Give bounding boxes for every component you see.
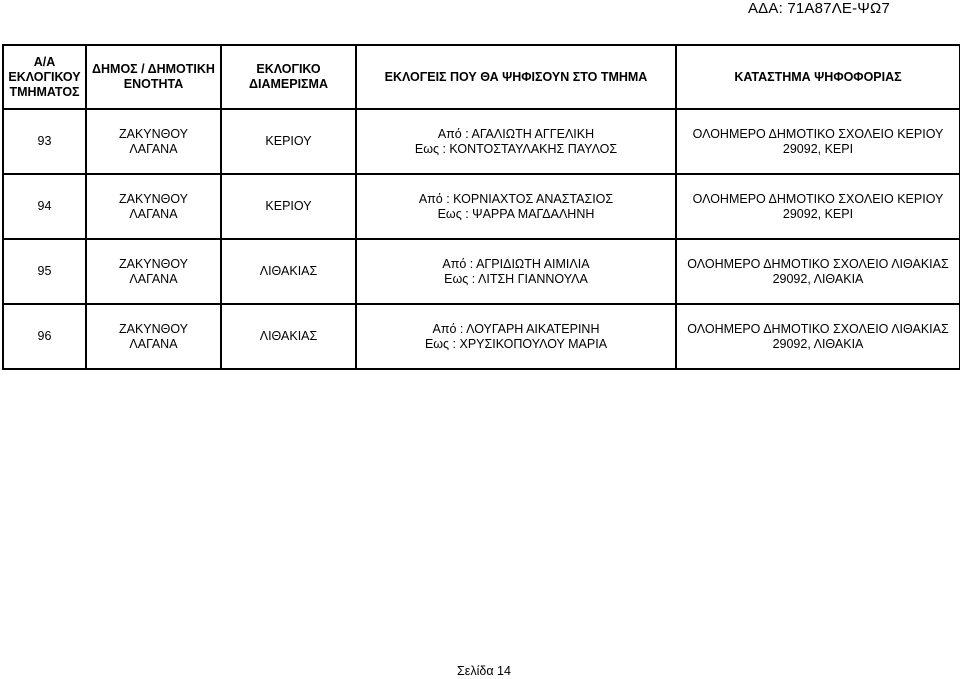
cell-aa: 93 bbox=[3, 109, 86, 174]
cell-dimos: ΖΑΚΥΝΘΟΥ ΛΑΓΑΝΑ bbox=[86, 109, 221, 174]
table-row bbox=[3, 174, 960, 239]
cell-diamerisma: ΚΕΡΙΟΥ bbox=[221, 174, 356, 239]
cell-dimos: ΖΑΚΥΝΘΟΥ ΛΑΓΑΝΑ bbox=[86, 239, 221, 304]
cell-aa: 95 bbox=[3, 239, 86, 304]
cell-katastima: ΟΛΟΗΜΕΡΟ ΔΗΜΟΤΙΚΟ ΣΧΟΛΕΙΟ ΚΕΡΙΟΥ 29092, ΚΕΡΙ bbox=[676, 109, 960, 174]
polling-stations-table bbox=[2, 44, 960, 370]
header-diamerisma: ΕΚΛΟΓΙΚΟ ΔΙΑΜΕΡΙΣΜΑ bbox=[221, 45, 356, 109]
cell-katastima: ΟΛΟΗΜΕΡΟ ΔΗΜΟΤΙΚΟ ΣΧΟΛΕΙΟ ΚΕΡΙΟΥ 29092, ΚΕΡΙ bbox=[676, 174, 960, 239]
cell-katastima: ΟΛΟΗΜΕΡΟ ΔΗΜΟΤΙΚΟ ΣΧΟΛΕΙΟ ΛΙΘΑΚΙΑΣ 29092, ΛΙΘΑΚΙΑ bbox=[676, 304, 960, 369]
header-dimos: ΔΗΜΟΣ / ΔΗΜΟΤΙΚΗ ΕΝΟΤΗΤΑ bbox=[86, 45, 221, 109]
header-aa: Α/Α ΕΚΛΟΓΙΚΟΥ ΤΜΗΜΑΤΟΣ bbox=[3, 45, 86, 109]
table-header-row bbox=[3, 45, 960, 109]
table-row bbox=[3, 304, 960, 369]
cell-dimos: ΖΑΚΥΝΘΟΥ ΛΑΓΑΝΑ bbox=[86, 304, 221, 369]
cell-diamerisma: ΛΙΘΑΚΙΑΣ bbox=[221, 304, 356, 369]
page-number: Σελίδα 14 bbox=[457, 664, 511, 678]
cell-ekloges: Από : ΛΟΥΓΑΡΗ ΑΙΚΑΤΕΡΙΝΗ Εως : ΧΡΥΣΙΚΟΠΟΥΛΟΥ ΜΑΡΙΑ bbox=[356, 304, 676, 369]
header-katastima: ΚΑΤΑΣΤΗΜΑ ΨΗΦΟΦΟΡΙΑΣ bbox=[676, 45, 960, 109]
cell-aa: 94 bbox=[3, 174, 86, 239]
cell-ekloges: Από : ΑΓΑΛΙΩΤΗ ΑΓΓΕΛΙΚΗ Εως : ΚΟΝΤΟΣΤΑΥΛΑΚΗΣ ΠΑΥΛΟΣ bbox=[356, 109, 676, 174]
cell-diamerisma: ΚΕΡΙΟΥ bbox=[221, 109, 356, 174]
cell-ekloges: Από : ΑΓΡΙΔΙΩΤΗ ΑΙΜΙΛΙΑ Εως : ΛΙΤΣΗ ΓΙΑΝΝΟΥΛΑ bbox=[356, 239, 676, 304]
cell-dimos: ΖΑΚΥΝΘΟΥ ΛΑΓΑΝΑ bbox=[86, 174, 221, 239]
table-row bbox=[3, 109, 960, 174]
header-ekloges: ΕΚΛΟΓΕΙΣ ΠΟΥ ΘΑ ΨΗΦΙΣΟΥΝ ΣΤΟ ΤΜΗΜΑ bbox=[356, 45, 676, 109]
ada-code: ΑΔΑ: 71Α87ΛΕ-ΨΩ7 bbox=[747, 0, 890, 17]
table-row bbox=[3, 239, 960, 304]
cell-aa: 96 bbox=[3, 304, 86, 369]
cell-katastima: ΟΛΟΗΜΕΡΟ ΔΗΜΟΤΙΚΟ ΣΧΟΛΕΙΟ ΛΙΘΑΚΙΑΣ 29092, ΛΙΘΑΚΙΑ bbox=[676, 239, 960, 304]
cell-ekloges: Από : ΚΟΡΝΙΑΧΤΟΣ ΑΝΑΣΤΑΣΙΟΣ Εως : ΨΑΡΡΑ ΜΑΓΔΑΛΗΝΗ bbox=[356, 174, 676, 239]
cell-diamerisma: ΛΙΘΑΚΙΑΣ bbox=[221, 239, 356, 304]
